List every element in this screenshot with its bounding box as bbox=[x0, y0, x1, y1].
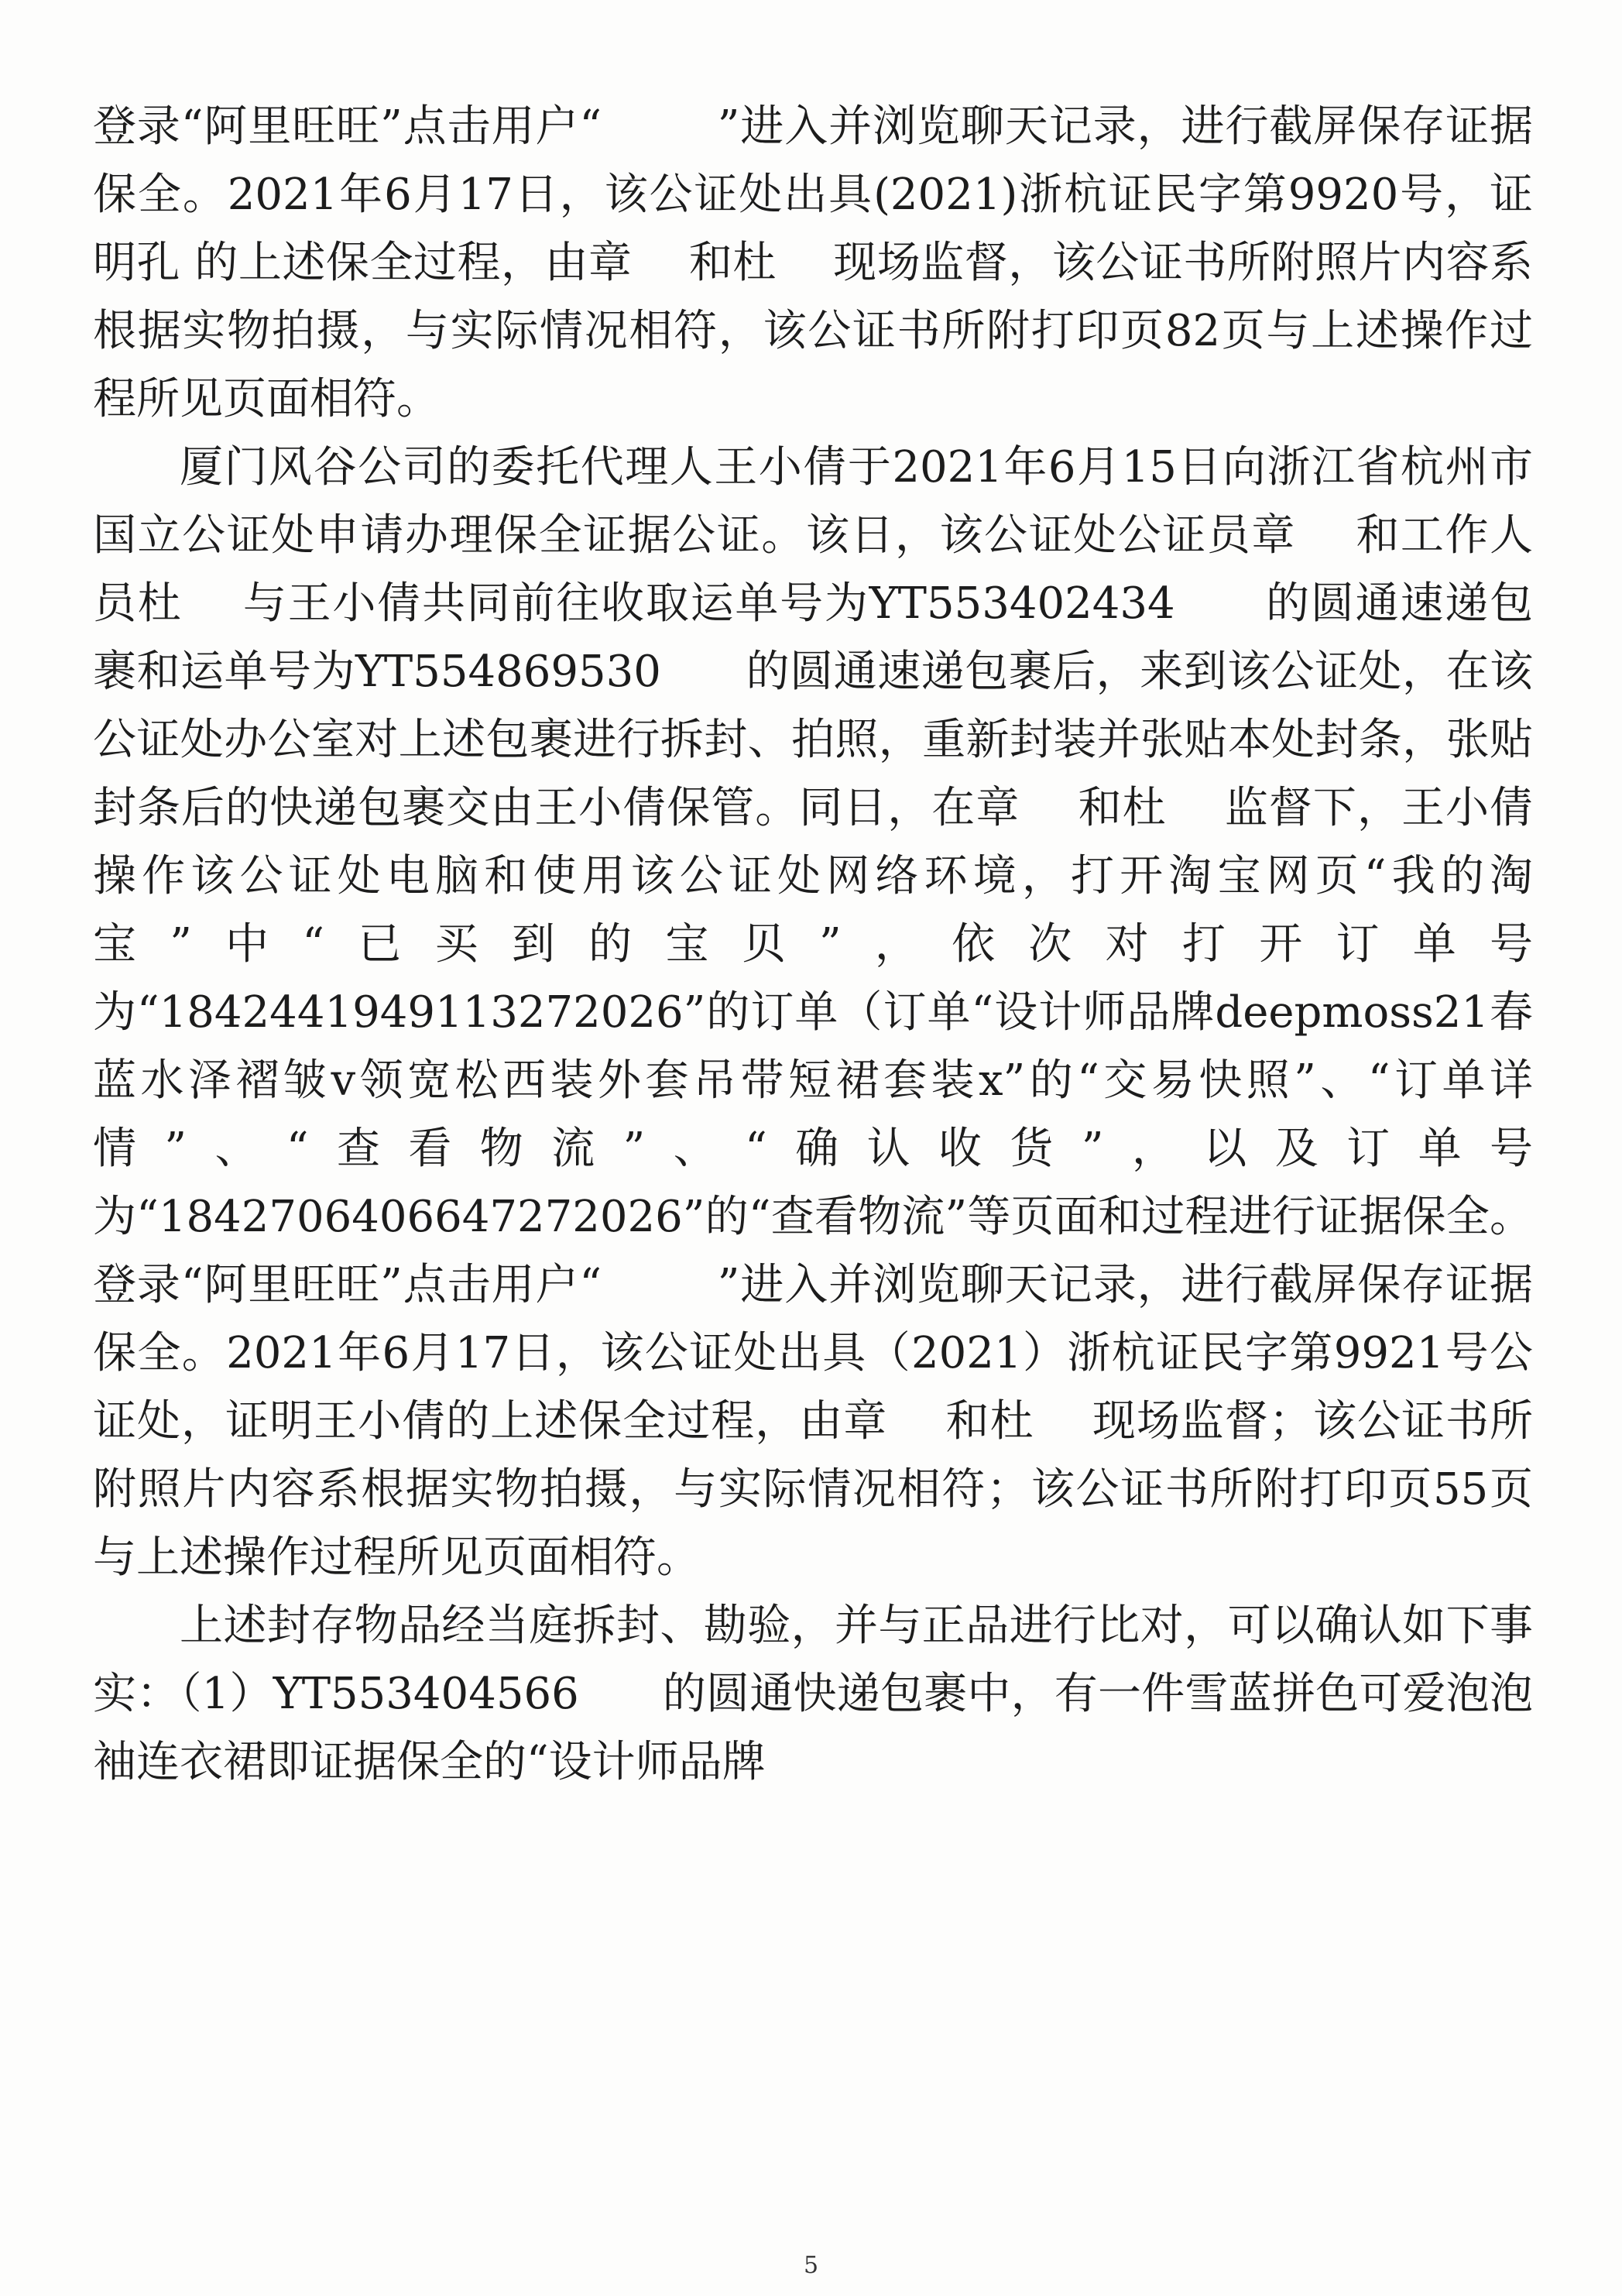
paragraph-1: 登录“阿里旺旺”点击用户“ ”进入并浏览聊天记录，进行截屏保存证据保全。2021年6月17日，该公证处出具(2021)浙杭证民字第9920号，证明孔 的上述保全过程，由章 和杜 现场监督，该公证书所附照片内容系根据实物拍摄，与实际情况相符，该公证书所附打印页82页与上述操作过程所见页面相符。 bbox=[93, 101, 1533, 424]
paragraph-2: 厦门风谷公司的委托代理人王小倩于2021年6月15日向浙江省杭州市国立公证处申请办理保全证据公证。该日，该公证处公证员章 和工作人员杜 与王小倩共同前往收取运单号为YT553402434 的圆通速递包裹和运单号为YT554869530 的圆通速递包裹后，来到该公证处，在该公证处办公室对上述包裹进行拆封、拍照，重新封装并张贴本处封条，张贴封条后的快递包裹交由王小倩保管。同日，在章 和杜 监督下，王小倩操作该公证处电脑和使用该公证处网络环境，打开淘宝网页“我的淘宝”中“已买到的宝贝”，依次对打开订单号为“1842441949113272026”的订单（订单“设计师品牌deepmoss21春蓝水泽褶皱v领宽松西装外套吊带短裙套装x”的“交易快照”、“订单详情”、“查看物流”、“确认收货”，以及订单号为“1842706406647272026”的“查看物流”等页面和过程进行证据保全。登录“阿里旺旺”点击用户“ ”进入并浏览聊天记录，进行截屏保存证据保全。2021年6月17日，该公证处出具（2021）浙杭证民字第9921号公证处，证明王小倩的上述保全过程，由章 和杜 现场监督；该公证书所附照片内容系根据实物拍摄，与实际情况相符；该公证书所附打印页55页与上述操作过程所见页面相符。 bbox=[93, 442, 1534, 1583]
page-number: 5 bbox=[803, 2252, 819, 2279]
document-body bbox=[93, 93, 1533, 1797]
paragraph-3: 上述封存物品经当庭拆封、勘验，并与正品进行比对，可以确认如下事实：（1）YT553404566 的圆通快递包裹中，有一件雪蓝拼色可爱泡泡袖连衣裙即证据保全的“设计师品牌 bbox=[93, 1601, 1533, 1787]
